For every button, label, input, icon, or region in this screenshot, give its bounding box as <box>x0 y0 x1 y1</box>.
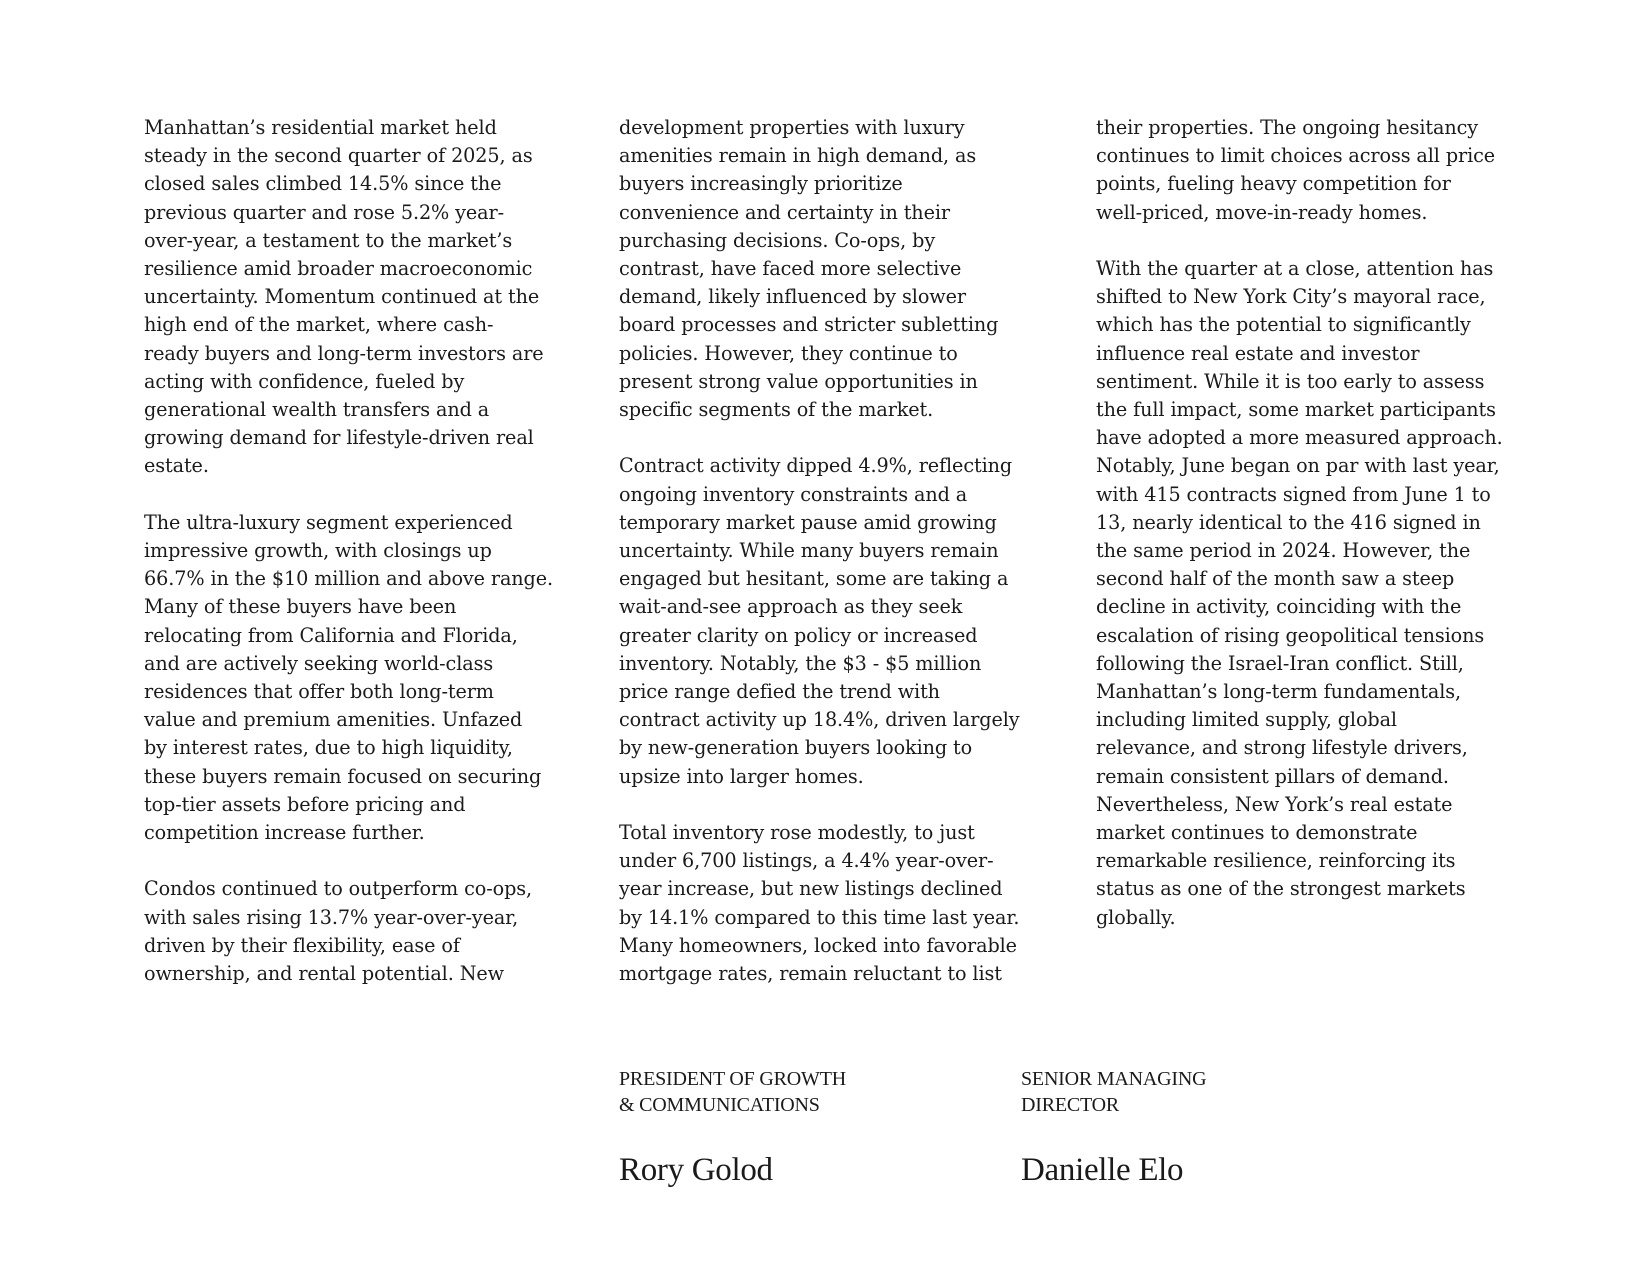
text-line: well-priced, move-in-ready homes. <box>1096 200 1428 224</box>
text-line: demand, likely influenced by slower <box>619 285 966 309</box>
text-line: purchasing decisions. Co-ops, by <box>619 228 936 252</box>
text-line: wait-and-see approach as they seek <box>619 595 963 619</box>
text-line: steady in the second quarter of 2025, as <box>144 144 533 168</box>
paragraph <box>1096 114 1520 227</box>
text-line: have adopted a more measured approach. <box>1096 426 1503 450</box>
text-line: development properties with luxury <box>619 116 965 139</box>
text-line: following the Israel-Iran conflict. Still, <box>1096 651 1464 675</box>
text-line: residences that offer both long-term <box>144 680 494 704</box>
text-column-2 <box>619 114 1039 988</box>
text-line: Condos continued to outperform co-ops, <box>144 877 532 901</box>
text-line: generational wealth transfers and a <box>144 398 490 422</box>
text-line: by 14.1% compared to this time last year. <box>619 905 1020 929</box>
text-line: inventory. Notably, the $3 - $5 million <box>619 651 982 675</box>
text-line: ownership, and rental potential. New <box>144 962 504 986</box>
text-line: policies. However, they continue to <box>619 341 958 365</box>
text-line: by interest rates, due to high liquidity, <box>144 736 513 760</box>
paragraph <box>619 819 1039 988</box>
text-line: specific segments of the market. <box>619 398 934 422</box>
paragraph-gap <box>1096 227 1520 255</box>
text-line: value and premium amenities. Unfazed <box>144 708 523 732</box>
paragraph-gap <box>619 424 1039 452</box>
text-line: with sales rising 13.7% year-over-year, <box>144 905 519 929</box>
text-line: ongoing inventory constraints and a <box>619 482 968 506</box>
text-line: these buyers remain focused on securing <box>144 764 542 788</box>
text-line: the same period in 2024. However, the <box>1096 539 1471 563</box>
signature-title-line: & COMMUNICATIONS <box>619 1094 820 1116</box>
text-line: 66.7% in the $10 million and above range. <box>144 567 553 591</box>
text-line: Manhattan’s residential market held <box>144 116 497 139</box>
text-line: top-tier assets before pricing and <box>144 792 466 816</box>
signature-title <box>619 1066 846 1118</box>
text-line: board processes and stricter subletting <box>619 313 999 337</box>
text-line: influence real estate and investor <box>1096 341 1420 365</box>
text-line: status as one of the strongest markets <box>1096 877 1466 901</box>
text-line: present strong value opportunities in <box>619 369 978 393</box>
text-line: their properties. The ongoing hesitancy <box>1096 116 1479 139</box>
text-line: year increase, but new listings declined <box>619 877 1003 901</box>
text-line: relocating from California and Florida, <box>144 623 518 647</box>
paragraph-gap <box>619 791 1039 819</box>
text-line: Contract activity dipped 4.9%, reflecting <box>619 454 1013 478</box>
text-line: over-year, a testament to the market’s <box>144 228 513 252</box>
text-line: price range defied the trend with <box>619 680 940 704</box>
text-line: with 415 contracts signed from June 1 to <box>1096 482 1491 506</box>
paragraph <box>619 114 1039 424</box>
text-line: under 6,700 listings, a 4.4% year-over- <box>619 849 994 873</box>
text-line: mortgage rates, remain reluctant to list <box>619 962 1002 986</box>
text-line: With the quarter at a close, attention has <box>1096 257 1494 280</box>
text-line: including limited supply, global <box>1096 708 1397 732</box>
text-line: second half of the month saw a steep <box>1096 567 1455 591</box>
text-line: Many homeowners, locked into favorable <box>619 933 1017 957</box>
text-line: greater clarity on policy or increased <box>619 623 978 647</box>
paragraph-gap <box>144 481 564 509</box>
signature-block-2 <box>1021 1066 1206 1190</box>
text-line: by new-generation buyers looking to <box>619 736 973 760</box>
text-line: market continues to demonstrate <box>1096 821 1418 845</box>
paragraph <box>619 452 1039 790</box>
text-line: uncertainty. While many buyers remain <box>619 539 999 563</box>
text-line: Notably, June began on par with last year, <box>1096 454 1500 478</box>
text-line: driven by their flexibility, ease of <box>144 933 460 957</box>
text-line: which has the potential to significantly <box>1096 313 1471 337</box>
text-column-1 <box>144 114 564 988</box>
text-line: remain consistent pillars of demand. <box>1096 764 1449 788</box>
text-line: impressive growth, with closings up <box>144 539 492 563</box>
text-line: temporary market pause amid growing <box>619 510 997 534</box>
text-line: engaged but hesitant, some are taking a <box>619 567 1009 591</box>
text-line: Nevertheless, New York’s real estate <box>1096 792 1453 816</box>
text-line: Total inventory rose modestly, to just <box>619 821 975 845</box>
text-line: continues to limit choices across all price <box>1096 144 1496 168</box>
text-line: The ultra-luxury segment experienced <box>144 510 513 534</box>
text-line: remarkable resilience, reinforcing its <box>1096 849 1456 873</box>
text-line: shifted to New York City’s mayoral race, <box>1096 285 1486 309</box>
paragraph <box>144 114 564 481</box>
signature-block-1 <box>619 1066 846 1190</box>
text-line: convenience and certainty in their <box>619 200 950 224</box>
paragraph-gap <box>144 847 564 875</box>
text-line: escalation of rising geopolitical tensions <box>1096 623 1485 647</box>
text-line: competition increase further. <box>144 821 425 845</box>
text-line: amenities remain in high demand, as <box>619 144 977 168</box>
text-line: Manhattan’s long-term fundamentals, <box>1096 680 1462 704</box>
paragraph <box>1096 255 1520 932</box>
signature-title <box>1021 1066 1206 1118</box>
text-line: upsize into larger homes. <box>619 764 864 788</box>
text-line: the full impact, some market participants <box>1096 398 1496 422</box>
text-line: decline in activity, coinciding with the <box>1096 595 1462 619</box>
text-line: and are actively seeking world-class <box>144 651 494 675</box>
text-line: previous quarter and rose 5.2% year- <box>144 200 504 224</box>
text-line: relevance, and strong lifestyle drivers, <box>1096 736 1468 760</box>
text-line: high end of the market, where cash- <box>144 313 494 337</box>
text-line: points, fueling heavy competition for <box>1096 172 1451 196</box>
text-line: growing demand for lifestyle-driven real <box>144 426 534 450</box>
text-line: contract activity up 18.4%, driven largely <box>619 708 1020 732</box>
text-line: estate. <box>144 454 209 478</box>
text-line: contrast, have faced more selective <box>619 257 962 281</box>
signature-title-line: PRESIDENT OF GROWTH <box>619 1068 846 1090</box>
paragraph <box>144 509 564 847</box>
text-line: 13, nearly identical to the 416 signed in <box>1096 510 1481 534</box>
text-column-3 <box>1096 114 1520 932</box>
signature-name: Rory Golod <box>619 1152 773 1188</box>
text-line: uncertainty. Momentum continued at the <box>144 285 540 309</box>
signature-name: Danielle Elo <box>1021 1152 1184 1188</box>
paragraph <box>144 875 564 988</box>
signature-title-line: SENIOR MANAGING <box>1021 1068 1207 1090</box>
text-line: closed sales climbed 14.5% since the <box>144 172 502 196</box>
text-line: globally. <box>1096 905 1176 929</box>
text-line: acting with confidence, fueled by <box>144 369 465 393</box>
signature-title-line: DIRECTOR <box>1021 1094 1120 1116</box>
text-line: Many of these buyers have been <box>144 595 457 619</box>
text-line: sentiment. While it is too early to assess <box>1096 369 1485 393</box>
text-line: ready buyers and long-term investors are <box>144 341 544 365</box>
text-line: resilience amid broader macroeconomic <box>144 257 533 281</box>
text-line: buyers increasingly prioritize <box>619 172 903 196</box>
